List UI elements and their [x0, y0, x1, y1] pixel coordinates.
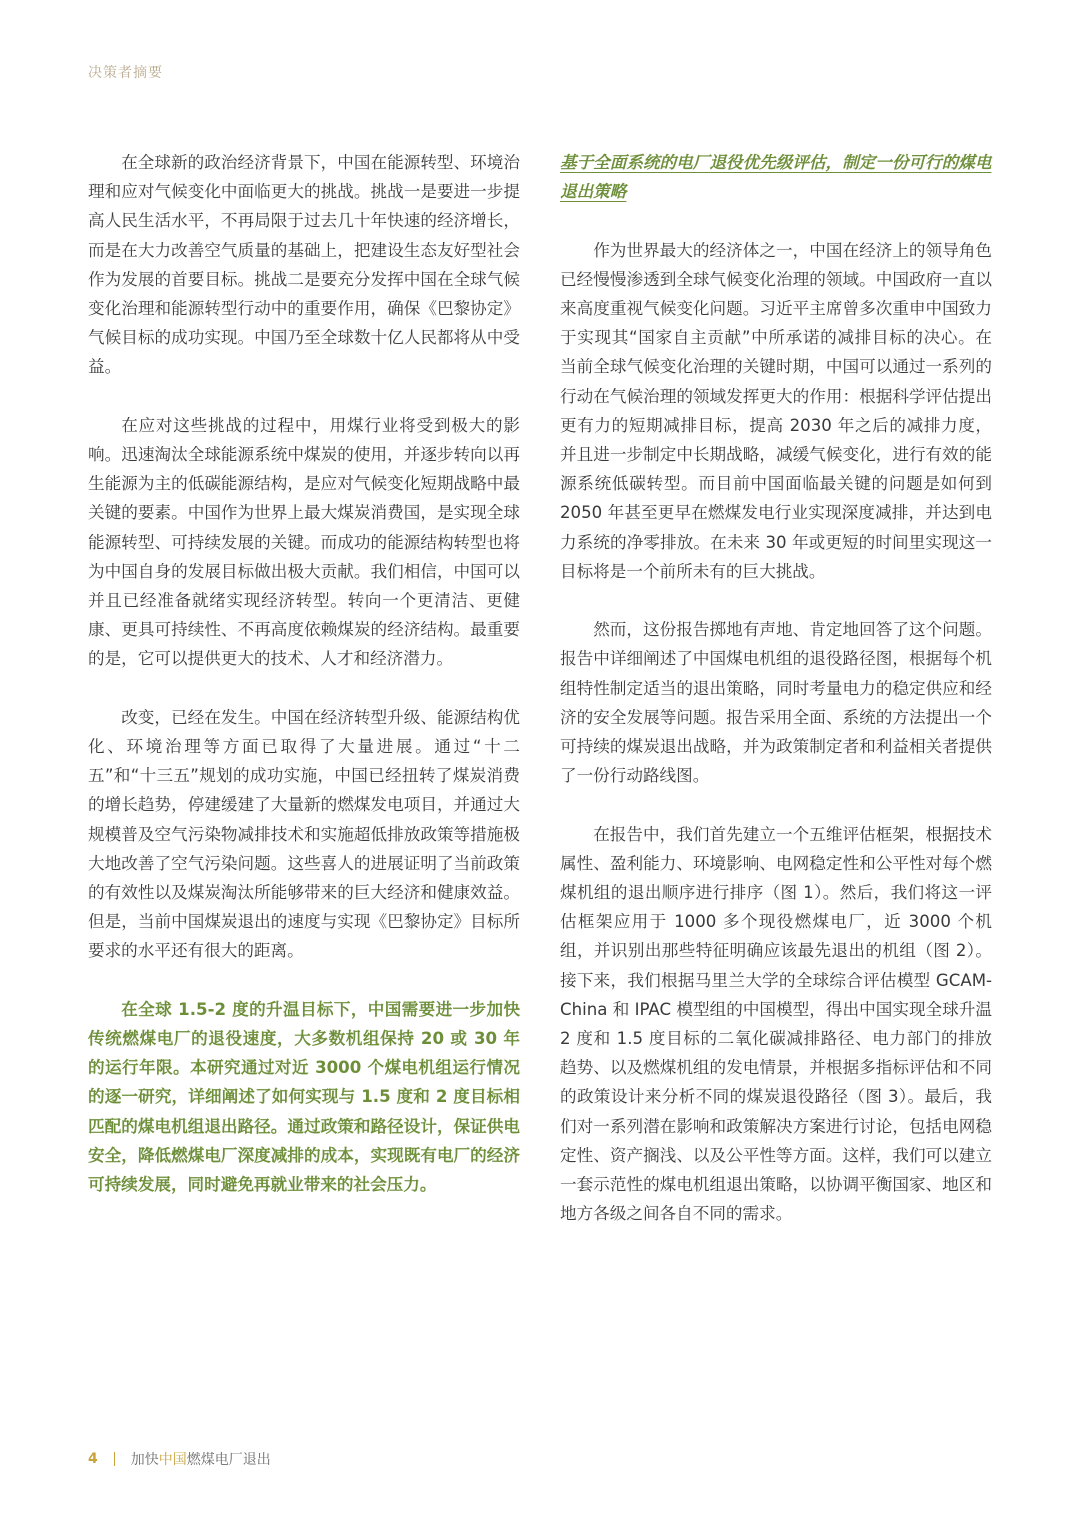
right-section-heading: 基于全面系统的电厂退役优先级评估，制定一份可行的煤电退出策略: [560, 153, 992, 202]
left-paragraph-1: 在全球新的政治经济背景下，中国在能源转型、环境治理和应对气候变化中面临更大的挑战。挑战一是要进一步提高人民生活水平，不再局限于过去几十年快速的经济增长，而是在大力改善空气质量的基础上，把建设生态友好型社会作为发展的首要目标。挑战二是要充分发挥中国在全球气候变化治理和能源转型行动中的重要作用，确保《巴黎协定》气候目标的成功实现。中国乃至全球数十亿人民都将从中受益。: [88, 153, 520, 377]
left-highlight-paragraph: 在全球 1.5-2 度的升温目标下，中国需要进一步加快传统燃煤电厂的退役速度，大多数机组保持 20 或 30 年的运行年限。本研究通过对近 3000 个煤电机组运行情况的逐一研究，详细阐述了如何实现与 1.5 度和 2 度目标相匹配的煤电机组退出路径。通过政策和路径设计，保证供电安全，降低燃煤电厂深度减排的成本，实现既有电厂的经济可持续发展，同时避免再就业带来的社会压力。: [88, 999, 520, 1195]
footer-divider: [114, 1452, 115, 1466]
left-column: [88, 148, 520, 1199]
footer-title: [131, 1449, 271, 1469]
footer-title-prefix: 加快: [130, 1452, 159, 1468]
section-header: 决策者摘要: [88, 65, 163, 81]
right-paragraph-1: 作为世界最大的经济体之一，中国在经济上的领导角色已经慢慢渗透到全球气候变化治理的领域。中国政府一直以来高度重视气候变化问题。习近平主席曾多次重申中国致力于实现其“国家自主贡献”中所承诺的减排目标的决心。在当前全球气候变化治理的关键时期，中国可以通过一系列的行动在气候治理的领域发挥更大的作用：根据科学评估提出更有力的短期减排目标，提高 2030 年之后的减排力度，并且进一步制定中长期战略，减缓气候变化，进行有效的能源系统低碳转型。而目前中国面临最关键的问题是如何到 2050 年甚至更早在燃煤发电行业实现深度减排，并达到电力系统的净零排放。在未来 30 年或更短的时间里实现这一目标将是一个前所未有的巨大挑战。: [560, 240, 992, 581]
right-paragraph-2: 然而，这份报告掷地有声地、肯定地回答了这个问题。报告中详细阐述了中国煤电机组的退役路径图，根据每个机组特性制定适当的退出策略，同时考量电力的稳定供应和经济的安全发展等问题。报告采用全面、系统的方法提出一个可持续的煤炭退出战略，并为政策制定者和利益相关者提供了一份行动路线图。: [560, 620, 992, 786]
right-paragraph-3: 在报告中，我们首先建立一个五维评估框架，根据技术属性、盈利能力、环境影响、电网稳定性和公平性对每个燃煤机组的退出顺序进行排序（图 1）。然后，我们将这一评估框架应用于 1000 多个现役燃煤电厂，近 3000 个机组，并识别出那些特征明确应该最先退出的机组（图 2）。接下来，我们根据马里兰大学的全球综合评估模型 GCAM-China 和 IPAC 模型组的中国模型，得出中国实现全球升温 2 度和 1.5 度目标的二氧化碳减排路径、电力部门的排放趋势、以及燃煤机组的发电情景，并根据多指标评估和不同的政策设计来分析不同的煤炭退役路径（图 3）。最后，我们对一系列潜在影响和政策解决方案进行讨论，包括电网稳定性、资产搁浅、以及公平性等方面。这样，我们可以建立一套示范性的煤电机组退出策略，以协调平衡国家、地区和地方各级之间各自不同的需求。: [560, 824, 992, 1224]
left-paragraph-3: 改变，已经在发生。中国在经济转型升级、能源结构优化、环境治理等方面已取得了大量进展。通过“十二五”和“十三五”规划的成功实施，中国已经扭转了煤炭消费的增长趋势，停建缓建了大量新的燃煤发电项目，并通过大规模普及空气污染物减排技术和实施超低排放政策等措施极大地改善了空气污染问题。这些喜人的进展证明了当前政策的有效性以及煤炭淘汰所能够带来的巨大经济和健康效益。但是，当前中国煤炭退出的速度与实现《巴黎协定》目标所要求的水平还有很大的距离。: [88, 707, 520, 961]
page-number: 4: [88, 1451, 98, 1467]
page-footer: [88, 1449, 271, 1469]
right-column: [560, 148, 992, 1258]
left-paragraph-2: 在应对这些挑战的过程中，用煤行业将受到极大的影响。迅速淘汰全球能源系统中煤炭的使用，并逐步转向以再生能源为主的低碳能源结构，是应对气候变化短期战略中最关键的要素。中国作为世界上最大煤炭消费国，是实现全球能源转型、可持续发展的关键。而成功的能源结构转型也将为中国自身的发展目标做出极大贡献。我们相信，中国可以并且已经准备就绪实现经济转型。转向一个更清洁、更健康、更具可持续性、不再高度依赖煤炭的经济结构。最重要的是，它可以提供更大的技术、人才和经济潜力。: [88, 415, 520, 669]
footer-title-highlight: 中国: [158, 1452, 187, 1468]
footer-title-suffix: 燃煤电厂退出: [186, 1452, 271, 1468]
